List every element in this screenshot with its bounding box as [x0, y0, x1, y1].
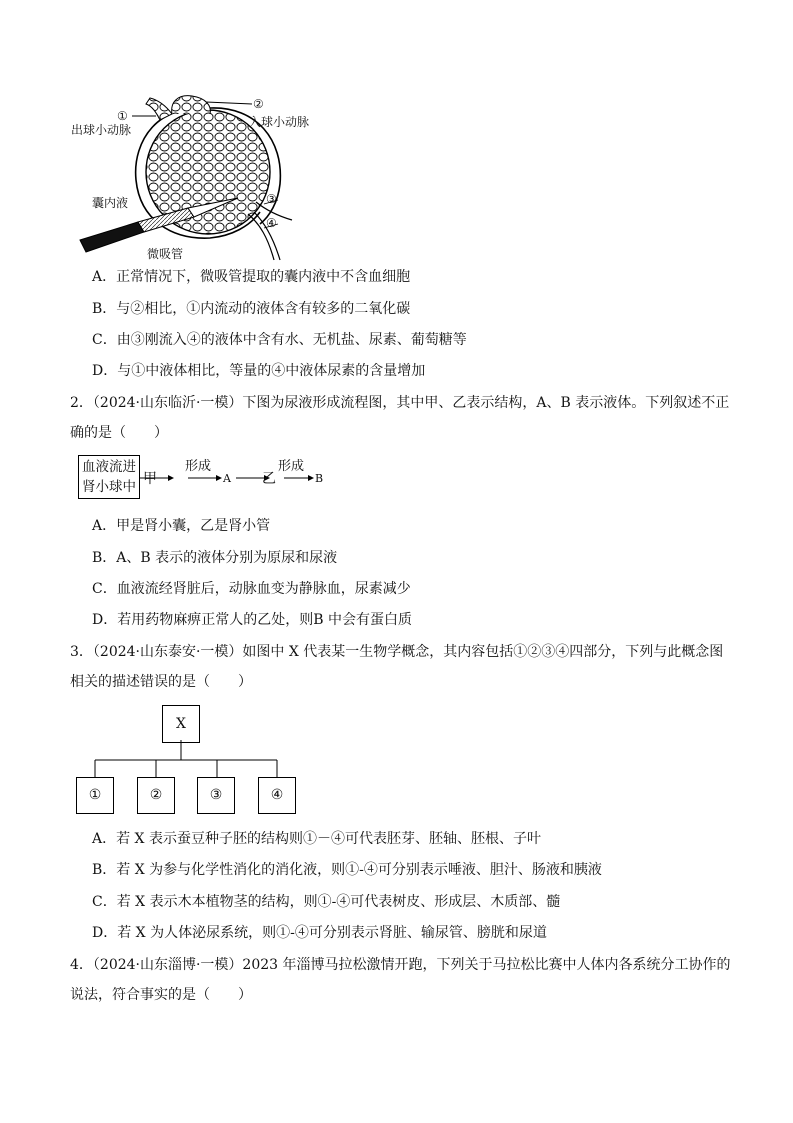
tree-root-x: X: [162, 705, 200, 743]
q3-option-c: C．若 X 表示木本植物茎的结构，则①-④可代表树皮、形成层、木质部、髓: [92, 894, 561, 910]
label-1: ①: [117, 109, 128, 123]
tree-child-2: ②: [137, 777, 175, 814]
q2-stem-line1: 2．（2024·山东临沂·一模）下图为尿液形成流程图，其中甲、乙表示结构，A、B 表示液体。下列叙述不正: [70, 395, 730, 411]
flow-form-1: 形成: [185, 459, 212, 474]
flow-yi: 乙: [262, 471, 276, 487]
flow-a: A: [223, 472, 231, 485]
q2-stem-line2: 确的是（ ）: [70, 425, 168, 441]
flow-jia: 甲: [143, 471, 157, 487]
label-capsule-fluid: 囊内液: [92, 196, 129, 210]
q3-option-a: A．若 X 表示蚕豆种子胚的结构则①－④可代表胚芽、胚轴、胚根、子叶: [92, 831, 541, 847]
label-efferent-arteriole: 出球小动脉: [71, 123, 132, 137]
q2-option-c: C．血液流经肾脏后，动脉血变为静脉血，尿素减少: [92, 581, 411, 597]
tree-child-4: ④: [258, 777, 296, 814]
label-afferent-arteriole: 入球小动脉: [249, 115, 310, 129]
tree-child-3: ③: [197, 777, 235, 814]
q3-option-b: B．若 X 为参与化学性消化的消化液，则①-④可分别表示唾液、胆汁、肠液和胰液: [92, 862, 602, 878]
q1-option-b: B．与②相比，①内流动的液体含有较多的二氧化碳: [92, 301, 411, 317]
q3-option-d: D．若 X 为人体泌尿系统，则①-④可分别表示肾脏、输尿管、膀胱和尿道: [92, 925, 547, 941]
concept-tree-lines: [90, 740, 290, 780]
q3-stem-line1: 3．（2024·山东泰安·一模）如图中 X 代表某一生物学概念，其内容包括①②③④四部分，下列与此概念图: [70, 644, 724, 660]
q2-option-a: A．甲是肾小囊，乙是肾小管: [92, 518, 271, 534]
q1-option-d: D．与①中液体相比，等量的④中液体尿素的含量增加: [92, 363, 426, 379]
q4-stem-line2: 说法，符合事实的是（ ）: [70, 987, 252, 1003]
flow-box-line1: 血液流进: [82, 459, 136, 475]
q4-stem-line1: 4．（2024·山东淄博·一模）2023 年淄博马拉松激情开跑，下列关于马拉松比赛中人体内各系统分工协作的: [70, 957, 731, 973]
q3-stem-line2: 相关的描述错误的是（ ）: [70, 674, 252, 690]
flow-box-line2: 肾小球中: [82, 479, 136, 495]
q1-option-c: C．由③刚流入④的液体中含有水、无机盐、尿素、葡萄糖等: [92, 332, 467, 348]
tree-child-1: ①: [76, 777, 114, 814]
q2-option-d: D．若用药物麻痹正常人的乙处，则B 中会有蛋白质: [92, 612, 412, 628]
flow-b: B: [315, 472, 324, 485]
flow-form-2: 形成: [278, 459, 305, 474]
label-3: ③: [266, 192, 277, 206]
flow-start-box: [78, 455, 140, 499]
q1-option-a: A．正常情况下，微吸管提取的囊内液中不含血细胞: [92, 269, 411, 285]
label-micropipette: 微吸管: [147, 247, 184, 261]
label-4: ④: [266, 216, 277, 230]
label-2: ②: [253, 97, 264, 111]
q2-option-b: B．A、B 表示的液体分别为原尿和尿液: [92, 550, 338, 566]
